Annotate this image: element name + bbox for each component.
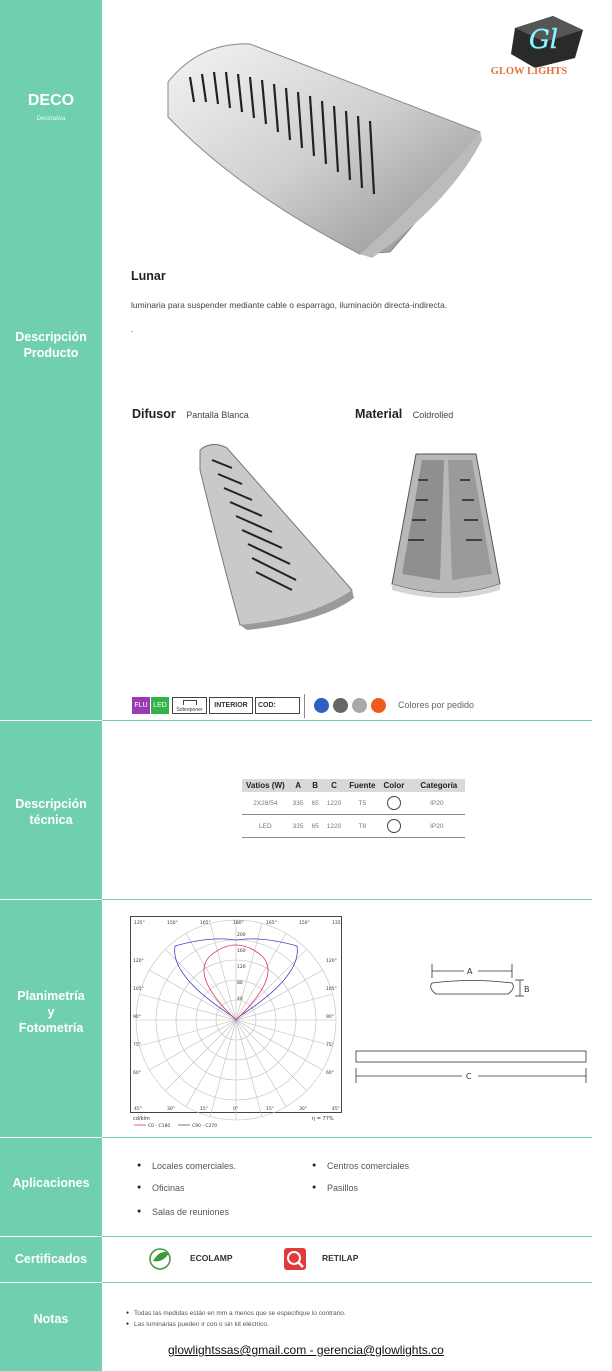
- application-item: ● Centros comerciales: [327, 1161, 409, 1171]
- section-divider: [102, 1236, 592, 1237]
- header-cell: Vatios (W): [242, 779, 289, 792]
- left-angle-label: 120°: [133, 959, 144, 964]
- sidebar-descripcion-producto: Descripción Producto: [15, 330, 87, 360]
- header-cell: A: [289, 779, 308, 792]
- spec-table: [242, 779, 465, 838]
- product-main-image: [160, 22, 490, 262]
- sidebar-planimetria: Planimetría y Fotometría: [17, 989, 85, 1035]
- radial-value-label: 40: [237, 997, 243, 1002]
- section-divider: [102, 1137, 592, 1138]
- material-value: Coldrolled: [412, 410, 454, 420]
- section-divider: [102, 1282, 592, 1283]
- bottom-angle-label: 45°: [332, 1107, 340, 1112]
- flu-badge: FLU: [132, 697, 150, 714]
- efficiency-label: η = 77%: [312, 1116, 334, 1122]
- sidebar-descripcion-tecnica: Descripción técnica: [15, 797, 87, 827]
- bottom-angle-label: 30°: [167, 1107, 175, 1112]
- difusor-value: Pantalla Blanca: [186, 410, 249, 420]
- left-angle-label: 60°: [133, 1071, 141, 1076]
- header-cell: Color: [379, 779, 408, 792]
- table-cell: T5: [345, 792, 379, 815]
- product-description: luminaria para suspender mediante cable o esparrago, iluminación directa-indirecta.: [131, 300, 448, 310]
- table-cell: IP20: [408, 792, 465, 815]
- dimension-drawing: [352, 958, 592, 1088]
- material-label: Material: [355, 407, 403, 421]
- note-item: ● Todas las medidas están en mm a menos que se especifique lo contrario.: [134, 1310, 346, 1317]
- left-angle-label: 105°: [133, 987, 144, 992]
- sidebar-notas: Notas: [33, 1312, 69, 1326]
- table-cell: T8: [345, 815, 379, 838]
- photometric-diagram: [130, 916, 342, 1128]
- left-angle-label: 75°: [133, 1043, 141, 1048]
- table-cell: 335: [289, 792, 308, 815]
- spec-table-header: [242, 779, 465, 792]
- top-angle-label: 150°: [167, 921, 178, 926]
- color-swatch-darkgray: [333, 698, 348, 713]
- difusor-image: [192, 440, 357, 630]
- color-circle-icon: [387, 819, 401, 833]
- table-cell: LED: [242, 815, 289, 838]
- left-angle-label: 90°: [133, 1015, 141, 1020]
- top-angle-label: 150°: [299, 921, 310, 926]
- legend-c0: C0 - C180: [148, 1124, 171, 1128]
- table-row: [242, 815, 465, 838]
- top-angle-label: 165°: [200, 921, 211, 926]
- right-angle-label: 105°: [326, 987, 337, 992]
- table-cell: [379, 815, 408, 838]
- note-item: ● Las luminarias pueden ir con o sin kit eléctrico.: [134, 1321, 269, 1328]
- sobreponer-badge: [172, 697, 207, 714]
- right-angle-label: 75°: [326, 1043, 334, 1048]
- interior-badge: INTERIOR: [209, 697, 253, 714]
- sobreponer-label: Sobreponer: [176, 707, 203, 713]
- color-swatch-orange: [371, 698, 386, 713]
- section-divider: [102, 720, 592, 721]
- led-badge: LED: [151, 697, 169, 714]
- sidebar-divider: [0, 720, 102, 721]
- ecolamp-label: ECOLAMP: [190, 1253, 233, 1263]
- brand-name: GLOW LIGHTS: [490, 66, 568, 77]
- contact-emails[interactable]: glowlightssas@gmail.com - gerencia@glowlights.co: [168, 1343, 444, 1357]
- difusor-info: [132, 405, 249, 423]
- color-swatch-blue: [314, 698, 329, 713]
- sidebar-certificados: Certificados: [14, 1252, 88, 1266]
- header-cell: B: [308, 779, 323, 792]
- application-item: ● Salas de reuniones: [152, 1207, 229, 1217]
- top-angle-label: 135°: [134, 921, 145, 926]
- sidebar-divider: [0, 1236, 102, 1237]
- top-angle-label: 135°: [332, 921, 342, 926]
- application-item: ● Oficinas: [152, 1183, 185, 1193]
- retilap-label: RETILAP: [322, 1253, 359, 1263]
- bottom-angle-label: 15°: [266, 1107, 274, 1112]
- bottom-angle-label: 0°: [233, 1107, 239, 1112]
- cod-badge: COD:: [255, 697, 300, 714]
- top-angle-label: 165°: [266, 921, 277, 926]
- radial-value-label: 120: [237, 965, 246, 970]
- application-item: ● Locales comerciales.: [152, 1161, 236, 1171]
- table-cell: 65: [308, 815, 323, 838]
- svg-text:Gl: Gl: [529, 25, 559, 55]
- color-swatch-gray: [352, 698, 367, 713]
- table-cell: 335: [289, 815, 308, 838]
- table-cell: 65: [308, 792, 323, 815]
- sidebar-divider: [0, 1282, 102, 1283]
- table-row: [242, 792, 465, 815]
- table-cell: 1220: [323, 792, 345, 815]
- table-cell: [379, 792, 408, 815]
- application-item: ● Pasillos: [327, 1183, 358, 1193]
- bottom-angle-label: 30°: [299, 1107, 307, 1112]
- header-cell: Categoría: [408, 779, 465, 792]
- sidebar-divider: [0, 899, 102, 900]
- retilap-icon: [283, 1247, 307, 1271]
- product-extra: .: [131, 324, 134, 334]
- table-cell: 1220: [323, 815, 345, 838]
- right-angle-label: 120°: [326, 959, 337, 964]
- bottom-angle-label: 45°: [134, 1107, 142, 1112]
- color-circle-icon: [387, 796, 401, 810]
- top-angle-label: 180°: [233, 921, 244, 926]
- material-info: [355, 405, 453, 423]
- radial-value-label: 80: [237, 981, 243, 986]
- header-cell: Fuente: [345, 779, 379, 792]
- sidebar: [0, 0, 102, 1371]
- right-angle-label: 90°: [326, 1015, 334, 1020]
- header-cell: C: [323, 779, 345, 792]
- product-name: Lunar: [131, 269, 166, 283]
- dim-a-label: A: [467, 967, 473, 976]
- sidebar-deco-subtitle: Decorativa: [36, 116, 66, 122]
- brand-logo: [490, 10, 585, 80]
- material-image: [388, 450, 503, 602]
- radial-value-label: 200: [237, 933, 246, 938]
- badge-separator: [304, 694, 305, 718]
- sidebar-aplicaciones: Aplicaciones: [12, 1176, 90, 1190]
- table-cell: 2X28/54: [242, 792, 289, 815]
- right-angle-label: 60°: [326, 1071, 334, 1076]
- sobreponer-icon: [183, 700, 197, 705]
- dim-c-label: C: [466, 1072, 472, 1081]
- difusor-label: Difusor: [132, 407, 176, 421]
- sidebar-deco-title: DECO Decorativa: [0, 92, 102, 128]
- ecolamp-icon: [145, 1247, 175, 1271]
- colors-text: Colores por pedido: [398, 700, 475, 710]
- bottom-angle-label: 15°: [200, 1107, 208, 1112]
- table-cell: IP20: [408, 815, 465, 838]
- sidebar-divider: [0, 1137, 102, 1138]
- radial-value-label: 160: [237, 949, 246, 954]
- unit-label: cd/klm: [133, 1116, 150, 1122]
- legend-c90: C90 - C270: [192, 1124, 218, 1128]
- dim-b-label: B: [524, 985, 530, 994]
- section-divider: [102, 899, 592, 900]
